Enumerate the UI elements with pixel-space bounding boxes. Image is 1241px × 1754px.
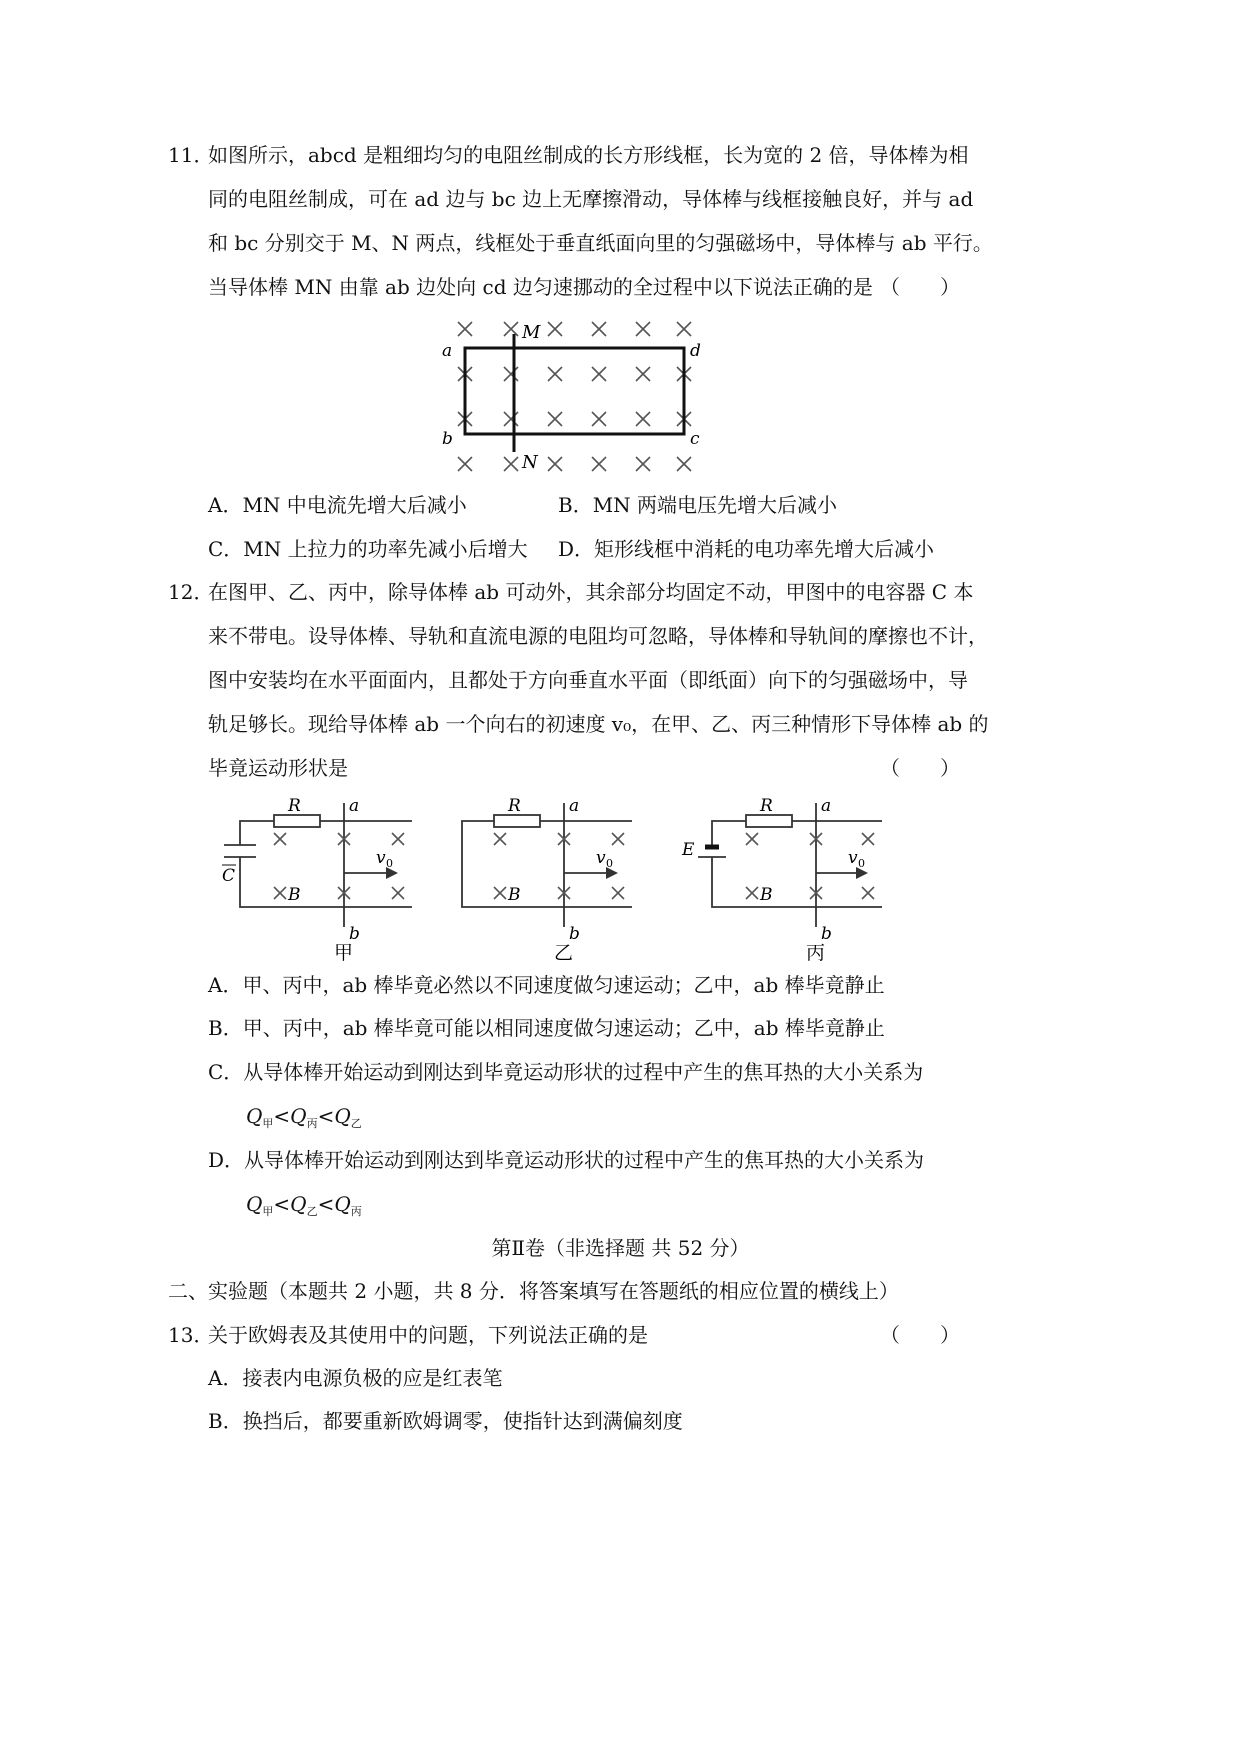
q12-option-d-formula: $Q_甲<Q_乙<Q_丙$ bbox=[246, 1192, 362, 1218]
q12-figure-yi bbox=[452, 795, 652, 965]
label-B: B bbox=[760, 885, 773, 905]
q11-option-c: C．MN 上拉力的功率先减小后增大 bbox=[208, 537, 528, 561]
q12-option-a: A．甲、丙中，ab 棒毕竟必然以不同速度做匀速运动；乙中，ab 棒毕竟静止 bbox=[208, 973, 885, 997]
label-v: v bbox=[596, 848, 606, 868]
label-b: b bbox=[442, 429, 453, 449]
caption-jia: 甲 bbox=[334, 942, 354, 964]
q11-number: 11． bbox=[168, 143, 214, 167]
q12-option-b: B．甲、丙中，ab 棒毕竟可能以相同速度做匀速运动；乙中，ab 棒毕竟静止 bbox=[208, 1016, 885, 1040]
q12-option-c-formula: $Q_甲<Q_丙<Q_乙$ bbox=[246, 1104, 362, 1130]
q13-text-line1: 关于欧姆表及其使用中的问题，下列说法正确的是 bbox=[208, 1323, 648, 1347]
q12-answer-blank: （ ） bbox=[880, 756, 960, 780]
q12-number: 12． bbox=[168, 580, 214, 604]
resistor-R bbox=[274, 815, 320, 827]
section-heading: 二、实验题（本题共 2 小题，共 8 分．将答案填写在答题纸的相应位置的横线上） bbox=[168, 1279, 899, 1303]
q12-figure-bing bbox=[678, 795, 888, 965]
label-d: d bbox=[690, 341, 701, 361]
label-v: v bbox=[376, 848, 386, 868]
q11-option-b: B．MN 两端电压先增大后减小 bbox=[558, 493, 838, 517]
rectangular-frame bbox=[465, 348, 684, 434]
resistor-R bbox=[494, 815, 540, 827]
label-v-sub: 0 bbox=[606, 857, 613, 870]
label-B: B bbox=[288, 885, 301, 905]
label-a: a bbox=[821, 796, 832, 816]
q11-option-a: A．MN 中电流先增大后减小 bbox=[208, 493, 467, 517]
label-R: R bbox=[508, 796, 521, 816]
q12-text-line5: 毕竟运动形状是 bbox=[208, 756, 348, 780]
q11-text-line4: 当导体棒 MN 由靠 ab 边处向 cd 边匀速挪动的全过程中以下说法正确的是 bbox=[208, 275, 873, 299]
label-R: R bbox=[288, 796, 301, 816]
label-a: a bbox=[349, 796, 360, 816]
q12-text-line1: 在图甲、乙、丙中，除导体棒 ab 可动外，其余部分均固定不动，甲图中的电容器 C 本 bbox=[208, 580, 974, 604]
resistor-R bbox=[746, 815, 792, 827]
q13-answer-blank: （ ） bbox=[880, 1323, 960, 1347]
part2-title: 第Ⅱ卷（非选择题 共 52 分） bbox=[491, 1236, 750, 1260]
q13-option-b: B．换挡后，都要重新欧姆调零，使指针达到满偏刻度 bbox=[208, 1409, 683, 1433]
label-b: b bbox=[349, 924, 360, 944]
label-R: R bbox=[760, 796, 773, 816]
label-a: a bbox=[569, 796, 580, 816]
q12-text-line2: 来不带电。设导体棒、导轨和直流电源的电阻均可忽略，导体棒和导轨间的摩擦也不计， bbox=[208, 624, 988, 648]
q11-answer-blank: （ ） bbox=[880, 275, 960, 299]
caption-bing: 丙 bbox=[806, 942, 826, 964]
magnetic-field-crosses bbox=[458, 322, 691, 471]
q12-option-d: D．从导体棒开始运动到刚达到毕竟运动形状的过程中产生的焦耳热的大小关系为 bbox=[208, 1148, 925, 1172]
label-v: v bbox=[848, 848, 858, 868]
label-b: b bbox=[821, 924, 832, 944]
caption-yi: 乙 bbox=[554, 942, 574, 964]
label-M: M bbox=[522, 322, 541, 343]
q13-option-a: A．接表内电源负极的应是红表笔 bbox=[208, 1366, 503, 1390]
label-E: E bbox=[682, 840, 695, 860]
label-c: c bbox=[690, 429, 700, 449]
q11-text-line3: 和 bc 分别交于 M、N 两点，线框处于垂直纸面向里的匀强磁场中，导体棒与 ab 平行。 bbox=[208, 231, 993, 255]
q11-option-d: D．矩形线框中消耗的电功率先增大后减小 bbox=[558, 537, 935, 561]
q12-text-line4: 轨足够长。现给导体棒 ab 一个向右的初速度 v₀，在甲、乙、丙三种情形下导体棒 ab 的 bbox=[208, 712, 989, 736]
label-v-sub: 0 bbox=[858, 857, 865, 870]
q11-text-line1: 如图所示，abcd 是粗细均匀的电阻丝制成的长方形线框，长为宽的 2 倍，导体棒为相 bbox=[208, 143, 969, 167]
q12-figure-jia bbox=[216, 795, 416, 965]
label-B: B bbox=[508, 885, 521, 905]
q11-text-line2: 同的电阻丝制成，可在 ad 边与 bc 边上无摩擦滑动，导体棒与线框接触良好，并与 ad bbox=[208, 187, 974, 211]
label-b: b bbox=[569, 924, 580, 944]
q12-text-line3: 图中安装均在水平面面内，且都处于方向垂直水平面（即纸面）向下的匀强磁场中，导 bbox=[208, 668, 968, 692]
q13-number: 13． bbox=[168, 1323, 214, 1347]
label-v-sub: 0 bbox=[386, 857, 393, 870]
q11-figure bbox=[436, 316, 716, 484]
label-a: a bbox=[442, 341, 453, 361]
q12-option-c: C．从导体棒开始运动到刚达到毕竟运动形状的过程中产生的焦耳热的大小关系为 bbox=[208, 1060, 924, 1084]
label-N: N bbox=[522, 452, 538, 473]
label-C: C bbox=[222, 866, 236, 886]
